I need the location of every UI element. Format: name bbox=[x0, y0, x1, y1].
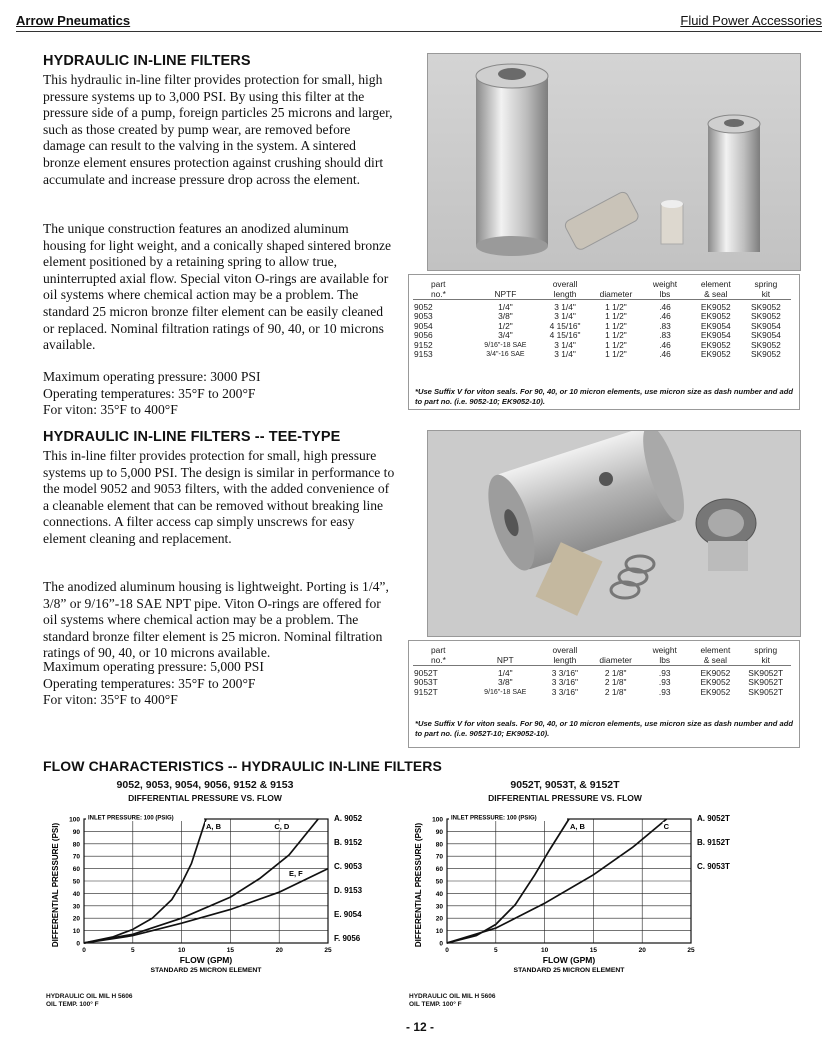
col-header: overall length bbox=[552, 645, 578, 665]
curve-label: A, B bbox=[206, 821, 221, 831]
legend-entry: C. 9053 bbox=[334, 862, 363, 871]
col-header: NPTF bbox=[494, 289, 517, 299]
section2-viton-temp: For viton: 35°F to 400°F bbox=[43, 692, 178, 707]
y-tick-label: 10 bbox=[72, 928, 80, 936]
section2-max-pressure: Maximum operating pressure: 5,000 PSI bbox=[43, 659, 264, 674]
x-axis-sublabel: STANDARD 25 MICRON ELEMENT bbox=[150, 967, 262, 974]
col-header: spring kit bbox=[754, 279, 778, 299]
flow-section-title: FLOW CHARACTERISTICS -- HYDRAULIC IN-LINE FILTERS bbox=[43, 758, 442, 774]
curve-label: A, B bbox=[569, 821, 585, 831]
curve-label: C bbox=[663, 821, 670, 831]
legend-entry: F. 9056 bbox=[334, 934, 361, 943]
col-header: part no.* bbox=[431, 645, 446, 665]
y-tick-label: 40 bbox=[435, 890, 443, 898]
tee-filter-photo bbox=[427, 430, 801, 637]
inline-filter-spec-table bbox=[408, 274, 800, 410]
y-tick-label: 50 bbox=[435, 878, 443, 886]
section1-max-pressure: Maximum operating pressure: 3000 PSI bbox=[43, 369, 261, 384]
legend-entry: C. 9053T bbox=[697, 862, 730, 871]
legend-entry: A. 9052 bbox=[334, 814, 363, 823]
legend-entry: B. 9152 bbox=[334, 838, 363, 847]
col-header: diameter bbox=[599, 289, 633, 299]
section1-paragraph-1: This hydraulic in-line filter provides protection for small, high pressure systems up to 3,000 PSI. By using this filter at the pressure side of a pump, foreign particles 25 microns and larger, such as those created by pump wear, are removed before damage can result to the valving in the system. A sintered bronze element ensures protection against crushing should dirt accumulate and increase pressure drop across the element. bbox=[43, 72, 393, 187]
y-tick-label: 70 bbox=[435, 853, 443, 861]
col-header: diameter bbox=[599, 655, 632, 665]
section1-viton-temp: For viton: 35°F to 400°F bbox=[43, 402, 178, 417]
col-header: spring kit bbox=[754, 645, 778, 665]
y-tick-label: 60 bbox=[435, 866, 443, 874]
flow-chart-tee bbox=[407, 805, 737, 990]
table-row: 9152 9/16"-18 SAE 3 1/4" 1 1/2" .46 EK9052 SK9052 bbox=[414, 339, 781, 350]
col-header: weight lbs bbox=[652, 279, 678, 299]
section-title-inline-filters: HYDRAULIC IN-LINE FILTERS bbox=[43, 53, 251, 69]
curve-label: C, D bbox=[274, 821, 290, 831]
x-axis-sublabel: STANDARD 25 MICRON ELEMENT bbox=[513, 967, 625, 974]
curve-label: E, F bbox=[288, 869, 303, 879]
header-brand: Arrow Pneumatics bbox=[16, 13, 131, 28]
x-tick-label: 20 bbox=[275, 947, 283, 954]
y-tick-label: 90 bbox=[72, 828, 80, 836]
legend-entry: E. 9054 bbox=[334, 910, 362, 919]
section2-paragraph-2: The anodized aluminum housing is lightweight. Porting is 1/4”, 3/8” or 9/16”-18 SAE NPT pipe. Viton O-rings are offered for oil systems where chemical action may be a problem. The standard bronze filter element is 25 micron. Nominal filtration ratings of 90, 40, or 10 microns available. bbox=[43, 579, 389, 661]
y-tick-label: 80 bbox=[72, 841, 80, 849]
x-axis-label: FLOW (GPM) bbox=[179, 955, 233, 965]
y-axis-label: DIFFERENTIAL PRESSURE (PSI) bbox=[414, 822, 423, 948]
y-tick-label: 80 bbox=[435, 841, 443, 849]
col-header: NPT bbox=[496, 655, 514, 665]
table-row: 9054 1/2" 4 15/16" 1 1/2" .83 EK9054 SK9054 bbox=[414, 320, 781, 331]
x-tick-label: 25 bbox=[687, 947, 695, 954]
y-axis-label: DIFFERENTIAL PRESSURE (PSI) bbox=[51, 822, 60, 948]
table-row: 9052 1/4" 3 1/4" 1 1/2" .46 EK9052 SK9052 bbox=[414, 302, 781, 312]
y-tick-label: 30 bbox=[72, 903, 80, 911]
y-tick-label: 0 bbox=[439, 940, 443, 948]
x-tick-label: 10 bbox=[177, 947, 186, 954]
flow-chart-inline bbox=[44, 805, 374, 990]
y-tick-label: 40 bbox=[72, 890, 80, 898]
header-rule bbox=[16, 31, 822, 32]
x-tick-label: 20 bbox=[638, 947, 646, 954]
chart2-footnote: HYDRAULIC OIL MIL H 5606 OIL TEMP. 100° F bbox=[409, 993, 496, 1008]
y-tick-label: 60 bbox=[72, 866, 80, 874]
col-header: part no.* bbox=[431, 279, 446, 299]
y-tick-label: 90 bbox=[435, 828, 443, 836]
chart1-subtitle: DIFFERENTIAL PRESSURE VS. FLOW bbox=[128, 793, 282, 803]
legend-entry: A. 9052T bbox=[697, 814, 730, 823]
y-tick-label: 20 bbox=[72, 915, 80, 923]
legend-entry: D. 9153 bbox=[334, 886, 363, 895]
y-tick-label: 30 bbox=[435, 903, 443, 911]
section2-operating-temp: Operating temperatures: 35°F to 200°F bbox=[43, 676, 256, 691]
x-tick-label: 0 bbox=[82, 947, 86, 954]
table1-footnote: *Use Suffix V for viton seals. For 90, 40, or 10 micron elements, use micron size as dash number and add to part no. (i.e. 9052-10; EK9052-10). bbox=[415, 387, 793, 406]
table-row: 9053 3/8" 3 1/4" 1 1/2" .46 EK9052 SK9052 bbox=[414, 311, 781, 322]
chart2-title: 9052T, 9053T, & 9152T bbox=[510, 779, 620, 791]
col-header: element & seal bbox=[700, 279, 731, 299]
inlet-pressure-annotation: INLET PRESSURE: 100 (PSIG) bbox=[451, 815, 537, 822]
table-row: 9053T 3/8" 3 3/16" 2 1/8" .93 EK9052 SK9052T bbox=[414, 677, 784, 688]
table-row: 9052T 1/4" 3 3/16" 2 1/8" .93 EK9052 SK9052T bbox=[414, 668, 784, 678]
col-header: overall length bbox=[552, 279, 578, 299]
col-header: element & seal bbox=[700, 645, 731, 665]
y-tick-label: 50 bbox=[72, 878, 80, 886]
col-header: weight lbs bbox=[652, 645, 677, 665]
y-tick-label: 100 bbox=[69, 816, 80, 824]
table2-footnote: *Use Suffix V for viton seals. For 90, 40, or 10 micron elements, use micron size as dash number and add to part no. (i.e. 9052T-10; EK9052-10). bbox=[415, 719, 793, 738]
x-tick-label: 15 bbox=[226, 947, 235, 954]
x-tick-label: 25 bbox=[324, 947, 332, 954]
y-tick-label: 70 bbox=[72, 853, 80, 861]
section1-operating-temp: Operating temperatures: 35°F to 200°F bbox=[43, 386, 256, 401]
x-tick-label: 5 bbox=[130, 947, 135, 954]
table-row: 9153 3/4"-16 SAE 3 1/4" 1 1/2" .46 EK9052 SK9052 bbox=[414, 349, 781, 360]
legend-entry: B. 9152T bbox=[697, 838, 730, 847]
y-tick-label: 100 bbox=[432, 816, 443, 824]
inline-filter-photo bbox=[427, 53, 801, 271]
x-tick-label: 0 bbox=[445, 947, 449, 954]
page-number: - 12 - bbox=[405, 1020, 434, 1034]
chart1-footnote: HYDRAULIC OIL MIL H 5606 OIL TEMP. 100° F bbox=[46, 993, 133, 1008]
x-tick-label: 15 bbox=[589, 947, 598, 954]
chart2-subtitle: DIFFERENTIAL PRESSURE VS. FLOW bbox=[488, 793, 642, 803]
chart1-title: 9052, 9053, 9054, 9056, 9152 & 9153 bbox=[116, 779, 294, 791]
x-axis-label: FLOW (GPM) bbox=[542, 955, 596, 965]
tee-filter-spec-table bbox=[408, 640, 800, 748]
section1-paragraph-2: The unique construction features an anodized aluminum housing for light weight, and a conically shaped sintered bronze element positioned by a retaining spring to allow true, uninterrupted axial flow. Special viton O-rings are available for oil systems where chemical action may be a problem. The standard 25 micron bronze filter element can be easily cleaned or replaced. Nominal filtration ratings of 90, 40, or 10 microns available. bbox=[43, 221, 392, 353]
x-tick-label: 10 bbox=[540, 947, 549, 954]
table-row: 9056 3/4" 4 15/16" 1 1/2" .83 EK9054 SK9054 bbox=[414, 330, 781, 341]
table-row: 9152T 9/16"-18 SAE 3 3/16" 2 1/8" .93 EK9052 SK9052T bbox=[414, 686, 784, 697]
y-tick-label: 0 bbox=[76, 940, 80, 948]
section-title-tee-type: HYDRAULIC IN-LINE FILTERS -- TEE-TYPE bbox=[43, 429, 341, 445]
inlet-pressure-annotation: INLET PRESSURE: 100 (PSIG) bbox=[88, 815, 174, 822]
y-tick-label: 20 bbox=[435, 915, 443, 923]
section2-paragraph-1: This in-line filter provides protection for small, high pressure systems up to 5,000 PSI. The design is similar in performance to the model 9052 and 9053 filters, with the added convenience of a cleanable element that can be removed without breaking line connections. A filter access cap simply unscrews for easy element cleaning and replacement. bbox=[43, 448, 395, 546]
x-tick-label: 5 bbox=[493, 947, 498, 954]
header-category: Fluid Power Accessories bbox=[680, 13, 822, 28]
y-tick-label: 10 bbox=[435, 928, 443, 936]
